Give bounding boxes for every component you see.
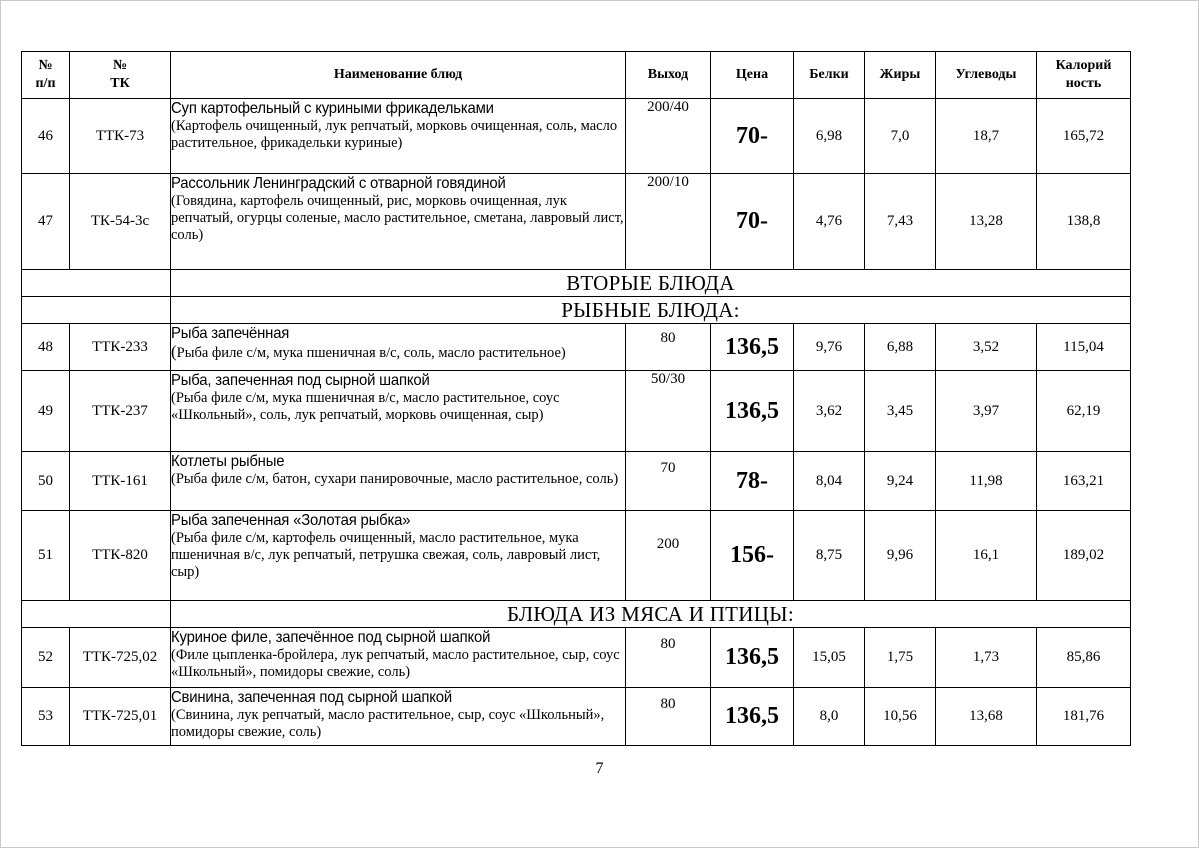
header-yield: Выход <box>626 52 711 99</box>
header-calories: Калорий ность <box>1037 52 1131 99</box>
section-spacer <box>22 270 171 297</box>
row-calories: 115,04 <box>1037 324 1131 371</box>
row-price: 136,5 <box>711 371 794 452</box>
row-price: 70- <box>711 99 794 174</box>
header-price: Цена <box>711 52 794 99</box>
row-protein: 6,98 <box>794 99 865 174</box>
row-carbs: 13,68 <box>936 688 1037 746</box>
dish-desc: (Говядина, картофель очищенный, рис, морковь очищенная, лук репчатый, огурцы соленые, масло растительное, сметана, лавровый лист, соль) <box>171 193 624 243</box>
dish-title: Рассольник Ленинградский с отварной говядиной <box>171 175 506 192</box>
row-carbs: 11,98 <box>936 452 1037 511</box>
row-calories: 85,86 <box>1037 628 1131 688</box>
dish-title: Суп картофельный с куриными фрикадельками <box>171 100 494 117</box>
row-num: 47 <box>22 174 70 270</box>
row-protein: 8,75 <box>794 511 865 601</box>
dish-cell <box>171 688 626 746</box>
row-fat: 10,56 <box>865 688 936 746</box>
row-protein: 3,62 <box>794 371 865 452</box>
header-tk: № ТК <box>70 52 171 99</box>
row-price: 136,5 <box>711 628 794 688</box>
table-row <box>22 452 1131 511</box>
dish-desc: (Рыба филе с/м, картофель очищенный, масло растительное, мука пшеничная в/с, лук репчатый, петрушка свежая, соль, лавровый лист, сыр) <box>171 530 601 580</box>
row-tk: ТТК-725,01 <box>70 688 171 746</box>
row-yield: 50/30 <box>626 371 711 452</box>
table-row <box>22 371 1131 452</box>
dish-desc: (Картофель очищенный, лук репчатый, морковь очищенная, соль, масло растительное, фрикадельки куриные) <box>171 118 618 151</box>
dish-title: Рыба, запеченная под сырной шапкой <box>171 372 430 389</box>
row-num: 48 <box>22 324 70 371</box>
dish-desc: (Рыба филе с/м, батон, сухари панировочные, масло растительное, соль) <box>171 471 619 487</box>
row-num: 51 <box>22 511 70 601</box>
row-calories: 181,76 <box>1037 688 1131 746</box>
row-yield: 80 <box>626 324 711 371</box>
row-num: 50 <box>22 452 70 511</box>
row-price: 136,5 <box>711 324 794 371</box>
section-row <box>22 270 1131 297</box>
dish-title: Рыба запеченная «Золотая рыбка» <box>171 512 411 529</box>
row-fat: 7,0 <box>865 99 936 174</box>
dish-cell <box>171 371 626 452</box>
dish-cell <box>171 628 626 688</box>
section-spacer <box>22 297 171 324</box>
row-protein: 4,76 <box>794 174 865 270</box>
row-fat: 7,43 <box>865 174 936 270</box>
section-row <box>22 601 1131 628</box>
dish-cell <box>171 511 626 601</box>
table-row <box>22 324 1131 371</box>
dish-desc: (Рыба филе с/м, мука пшеничная в/с, соль, масло растительное) <box>171 342 566 361</box>
row-tk: ТТК-73 <box>70 99 171 174</box>
table-row <box>22 688 1131 746</box>
row-price: 136,5 <box>711 688 794 746</box>
table-row <box>22 511 1131 601</box>
row-tk: ТТК-725,02 <box>70 628 171 688</box>
section-title: РЫБНЫЕ БЛЮДА: <box>171 297 1131 324</box>
row-calories: 189,02 <box>1037 511 1131 601</box>
row-fat: 9,24 <box>865 452 936 511</box>
row-yield: 200 <box>626 511 711 601</box>
row-calories: 138,8 <box>1037 174 1131 270</box>
row-price: 156- <box>711 511 794 601</box>
row-carbs: 16,1 <box>936 511 1037 601</box>
row-yield: 80 <box>626 628 711 688</box>
row-yield: 70 <box>626 452 711 511</box>
section-title: ВТОРЫЕ БЛЮДА <box>171 270 1131 297</box>
header-carbs: Углеводы <box>936 52 1037 99</box>
table-row <box>22 628 1131 688</box>
page-number: 7 <box>595 760 604 777</box>
row-tk: ТТК-233 <box>70 324 171 371</box>
row-tk: ТТК-161 <box>70 452 171 511</box>
row-carbs: 13,28 <box>936 174 1037 270</box>
row-fat: 3,45 <box>865 371 936 452</box>
section-spacer <box>22 601 171 628</box>
row-num: 53 <box>22 688 70 746</box>
row-yield: 200/10 <box>626 174 711 270</box>
dish-title: Рыба запечённая <box>171 325 290 342</box>
dish-title: Свинина, запеченная под сырной шапкой <box>171 689 452 706</box>
row-num: 49 <box>22 371 70 452</box>
row-calories: 163,21 <box>1037 452 1131 511</box>
row-protein: 8,0 <box>794 688 865 746</box>
header-name: Наименование блюд <box>171 52 626 99</box>
header-num: № п/п <box>22 52 70 99</box>
menu-table <box>21 51 1131 746</box>
row-carbs: 18,7 <box>936 99 1037 174</box>
header-row <box>22 52 1131 99</box>
row-price: 70- <box>711 174 794 270</box>
header-fat: Жиры <box>865 52 936 99</box>
dish-cell <box>171 174 626 270</box>
dish-desc: (Свинина, лук репчатый, масло растительное, сыр, соус «Школьный», помидоры свежие, соль) <box>171 707 605 740</box>
row-yield: 200/40 <box>626 99 711 174</box>
row-num: 46 <box>22 99 70 174</box>
row-calories: 165,72 <box>1037 99 1131 174</box>
dish-desc: (Рыба филе с/м, мука пшеничная в/с, масло растительное, соус «Школьный», соль, лук репчатый, морковь очищенная, сыр) <box>171 390 560 423</box>
row-fat: 1,75 <box>865 628 936 688</box>
row-calories: 62,19 <box>1037 371 1131 452</box>
row-fat: 6,88 <box>865 324 936 371</box>
dish-cell <box>171 452 626 511</box>
row-carbs: 3,97 <box>936 371 1037 452</box>
row-price: 78- <box>711 452 794 511</box>
row-carbs: 3,52 <box>936 324 1037 371</box>
dish-title: Котлеты рыбные <box>171 453 285 470</box>
dish-title: Куриное филе, запечённое под сырной шапкой <box>171 629 491 646</box>
header-protein: Белки <box>794 52 865 99</box>
section-title: БЛЮДА ИЗ МЯСА И ПТИЦЫ: <box>171 601 1131 628</box>
row-carbs: 1,73 <box>936 628 1037 688</box>
dish-desc: (Филе цыпленка-бройлера, лук репчатый, масло растительное, сыр, соус «Школьный», помидоры свежие, соль) <box>171 647 620 680</box>
row-protein: 9,76 <box>794 324 865 371</box>
row-protein: 15,05 <box>794 628 865 688</box>
row-num: 52 <box>22 628 70 688</box>
row-tk: ТК-54-3с <box>70 174 171 270</box>
dish-cell <box>171 99 626 174</box>
table-row <box>22 174 1131 270</box>
row-tk: ТТК-237 <box>70 371 171 452</box>
row-yield: 80 <box>626 688 711 746</box>
section-row <box>22 297 1131 324</box>
table-row <box>22 99 1131 174</box>
row-tk: ТТК-820 <box>70 511 171 601</box>
dish-cell <box>171 324 626 371</box>
row-protein: 8,04 <box>794 452 865 511</box>
row-fat: 9,96 <box>865 511 936 601</box>
